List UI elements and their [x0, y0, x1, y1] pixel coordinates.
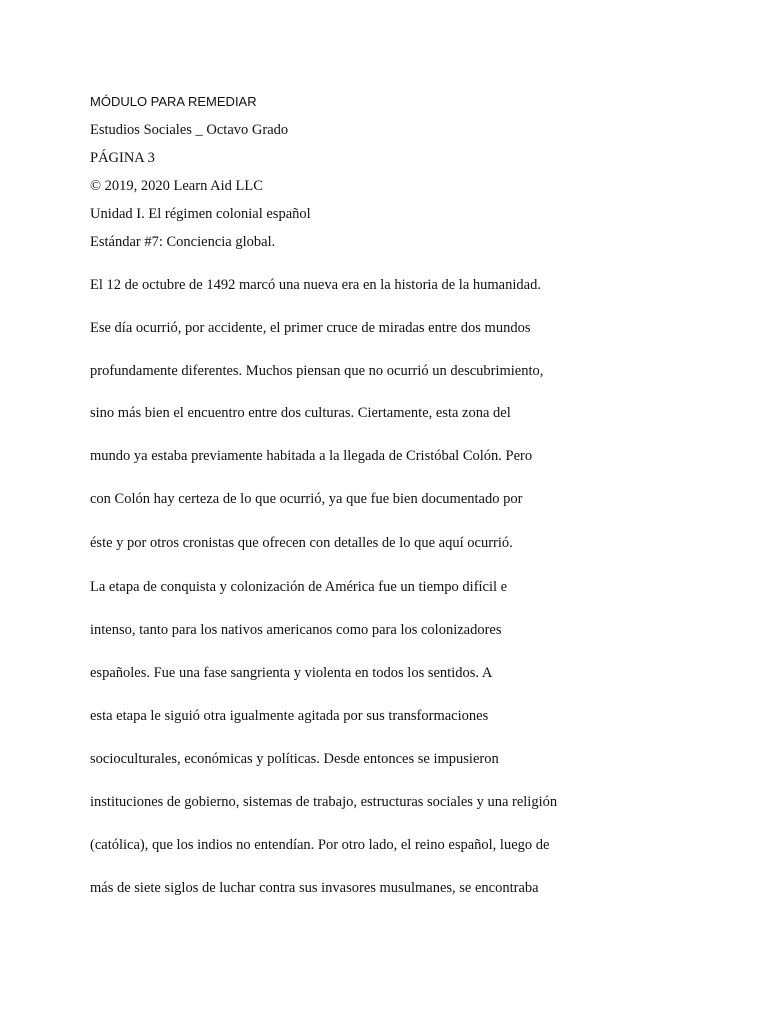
- body-line: mundo ya estaba previamente habitada a la llegada de Cristóbal Colón. Pero: [90, 448, 533, 464]
- body-line: intenso, tanto para los nativos americanos como para los colonizadores: [90, 622, 502, 638]
- body-line: con Colón hay certeza de lo que ocurrió, ya que fue bien documentado por: [90, 491, 523, 507]
- body-line: más de siete siglos de luchar contra sus invasores musulmanes, se encontraba: [90, 880, 539, 896]
- body-line: (católica), que los indios no entendían. Por otro lado, el reino español, luego de: [90, 837, 550, 853]
- body-line: éste y por otros cronistas que ofrecen con detalles de lo que aquí ocurrió.: [90, 535, 513, 551]
- body-line: esta etapa le siguió otra igualmente agitada por sus transformaciones: [90, 708, 489, 724]
- page-number: PÁGINA 3: [90, 150, 155, 166]
- body-line: socioculturales, económicas y políticas. Desde entonces se impusieron: [90, 751, 499, 767]
- standard-line: Estándar #7: Conciencia global.: [90, 234, 276, 250]
- body-line: instituciones de gobierno, sistemas de trabajo, estructuras sociales y una religión: [90, 794, 558, 810]
- body-line: La etapa de conquista y colonización de América fue un tiempo difícil e: [90, 579, 508, 595]
- subject-line: Estudios Sociales _ Octavo Grado: [90, 122, 289, 138]
- body-line: españoles. Fue una fase sangrienta y violenta en todos los sentidos. A: [90, 665, 493, 681]
- body-line: sino más bien el encuentro entre dos culturas. Ciertamente, esta zona del: [90, 405, 511, 421]
- body-line: Ese día ocurrió, por accidente, el primer cruce de miradas entre dos mundos: [90, 320, 531, 336]
- copyright-line: © 2019, 2020 Learn Aid LLC: [90, 178, 263, 194]
- unit-line: Unidad I. El régimen colonial español: [90, 206, 311, 222]
- body-line: El 12 de octubre de 1492 marcó una nueva era en la historia de la humanidad.: [90, 277, 541, 293]
- body-line: profundamente diferentes. Muchos piensan que no ocurrió un descubrimiento,: [90, 363, 544, 379]
- module-title: MÓDULO PARA REMEDIAR: [90, 94, 257, 109]
